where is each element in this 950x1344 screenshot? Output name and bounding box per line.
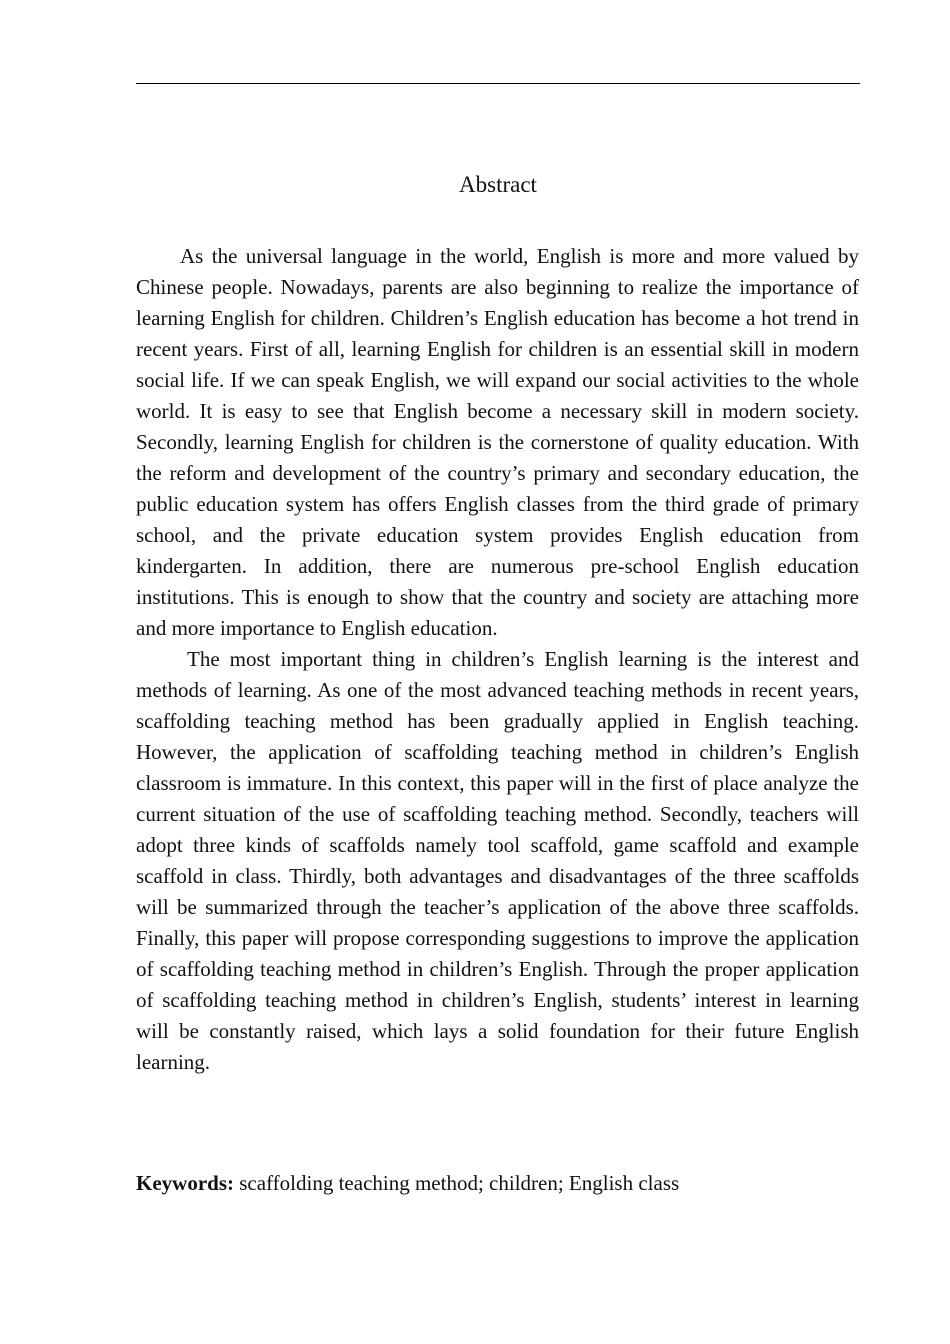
abstract-title: Abstract (459, 172, 537, 197)
abstract-paragraph-1: As the universal language in the world, English is more and more valued by Chinese people. Nowadays, parents are also beginning to realize the importance of learning English for children. Children’s English education has become a hot trend in recent years. First of all, learning English for children is an essential skill in modern social life. If we can speak English, we will expand our social activities to the whole world. It is easy to see that English become a necessary skill in modern society. Secondly, learning English for children is the cornerstone of quality education. With the reform and development of the country’s primary and secondary education, the public education system has offers English classes from the third grade of primary school, and the private education system provides English education from kindergarten. In addition, there are numerous pre-school English education institutions. This is enough to show that the country and society are attaching more and more importance to English education. (136, 244, 859, 640)
abstract-body (136, 241, 859, 1078)
abstract-paragraph-2: The most important thing in children’s English learning is the interest and methods of learning. As one of the most advanced teaching methods in recent years, scaffolding teaching method has been gradually applied in English teaching. However, the application of scaffolding teaching method in children’s English classroom is immature. In this context, this paper will in the first of place analyze the current situation of the use of scaffolding teaching method. Secondly, teachers will adopt three kinds of scaffolds namely tool scaffold, game scaffold and example scaffold in class. Thirdly, both advantages and disadvantages of the three scaffolds will be summarized through the teacher’s application of the above three scaffolds. Finally, this paper will propose corresponding suggestions to improve the application of scaffolding teaching method in children’s English. Through the proper application of scaffolding teaching method in children’s English, students’ interest in learning will be constantly raised, which lays a solid foundation for their future English learning. (136, 647, 859, 1074)
header-rule (136, 83, 860, 84)
keywords-text: scaffolding teaching method; children; English class (239, 1171, 680, 1195)
keywords-line (136, 1168, 860, 1199)
keywords-label: Keywords: (136, 1171, 234, 1195)
